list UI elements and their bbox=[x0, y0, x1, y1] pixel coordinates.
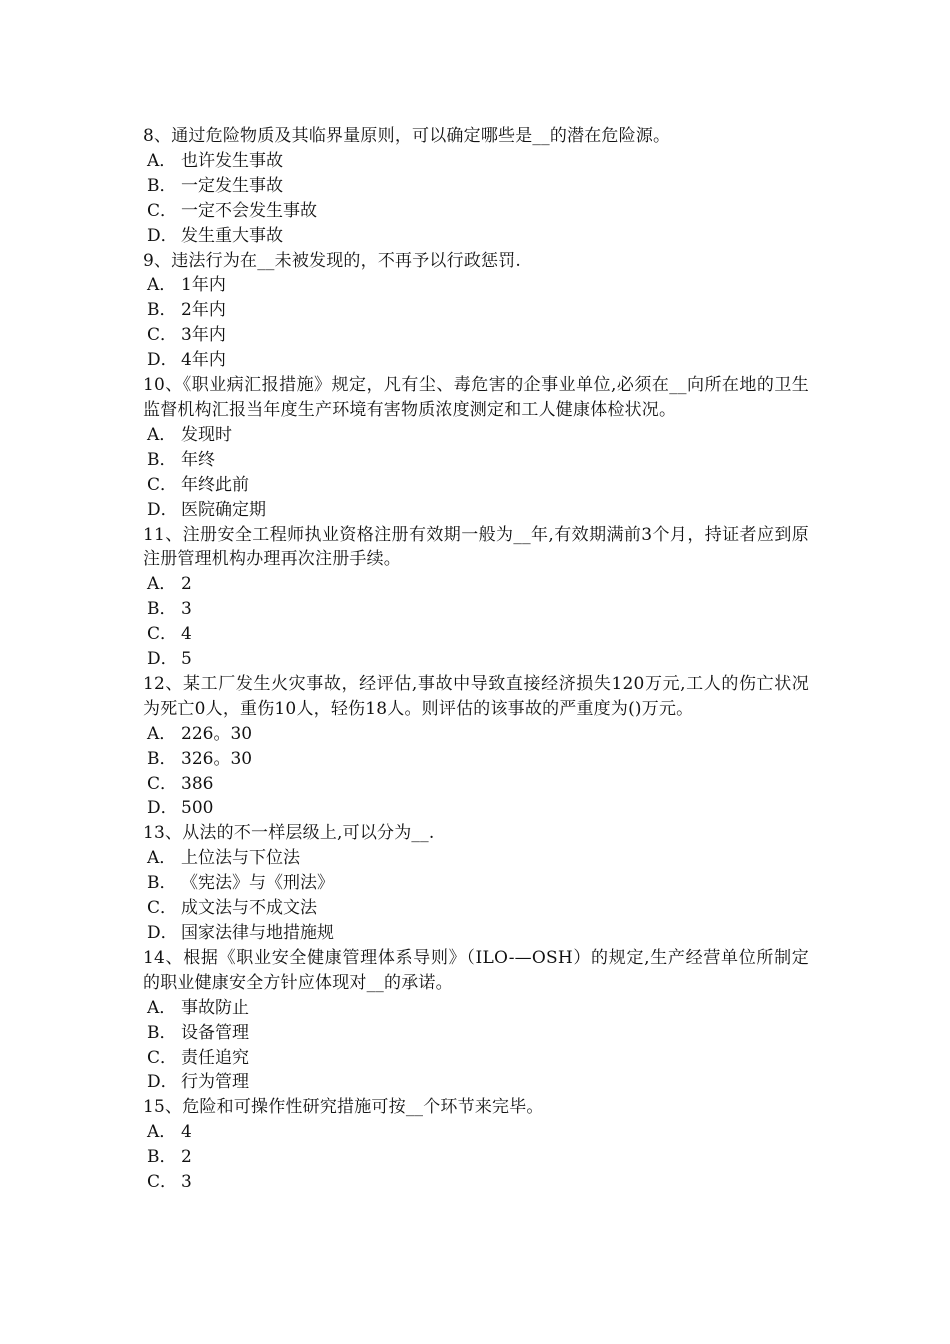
option-d: D． 500 bbox=[147, 798, 214, 819]
option-c: C． 4 bbox=[147, 624, 192, 645]
option-a: A． 2 bbox=[147, 574, 192, 595]
question-block-14 bbox=[143, 946, 809, 1095]
question-block-15 bbox=[143, 1095, 809, 1195]
question-block-12 bbox=[143, 672, 809, 821]
option-c: C． 3 bbox=[147, 1172, 192, 1193]
question-text: 15、危险和可操作性研究措施可按__个环节来完毕。 bbox=[143, 1097, 544, 1118]
option-b: B． 年终 bbox=[147, 449, 215, 470]
option-d: D． 发生重大事故 bbox=[147, 225, 283, 246]
option-a: A． 1年内 bbox=[147, 275, 226, 296]
option-a: A． 226。30 bbox=[147, 723, 253, 744]
option-d: D． 5 bbox=[147, 649, 192, 670]
question-text: 13、从法的不一样层级上,可以分为__. bbox=[143, 823, 435, 844]
question-text: 9、违法行为在__未被发现的，不再予以行政惩罚. bbox=[143, 250, 522, 271]
question-text: 10、《职业病汇报措施》规定，凡有尘、毒危害的企事业单位,必须在__向所在地的卫生监督机构汇报当年度生产环境有害物质浓度测定和工人健康体检状况。 bbox=[143, 375, 809, 420]
option-b: B． 2 bbox=[147, 1147, 192, 1168]
document-page bbox=[143, 124, 809, 1195]
option-b: B． 《宪法》与《刑法》 bbox=[147, 873, 334, 894]
option-b: B． 326。30 bbox=[147, 748, 253, 769]
option-a: A． 4 bbox=[147, 1122, 192, 1143]
option-d: D． 4年内 bbox=[147, 350, 226, 371]
option-c: C． 386 bbox=[147, 773, 214, 794]
option-a: A． 发现时 bbox=[147, 424, 232, 445]
option-c: C． 成文法与不成文法 bbox=[147, 898, 317, 919]
option-a: A． 也许发生事故 bbox=[147, 150, 283, 171]
option-d: D． 医院确定期 bbox=[147, 499, 266, 520]
option-c: C． 责任追究 bbox=[147, 1047, 249, 1068]
option-c: C． 年终此前 bbox=[147, 474, 249, 495]
question-block-11 bbox=[143, 523, 809, 672]
option-d: D． 国家法律与地措施规 bbox=[147, 923, 334, 943]
option-d: D． 行为管理 bbox=[147, 1072, 249, 1093]
question-block-8 bbox=[143, 124, 809, 249]
question-text: 8、通过危险物质及其临界量原则，可以确定哪些是__的潜在危险源。 bbox=[143, 126, 671, 146]
question-block-10 bbox=[143, 373, 809, 522]
option-b: B． 一定发生事故 bbox=[147, 175, 283, 196]
option-c: C． 一定不会发生事故 bbox=[147, 200, 317, 221]
option-c: C． 3年内 bbox=[147, 325, 226, 346]
option-b: B． 2年内 bbox=[147, 300, 226, 321]
question-text: 12、某工厂发生火灾事故，经评估,事故中导致直接经济损失120万元,工人的伤亡状况为死亡0人，重伤10人，轻伤18人。则评估的该事故的严重度为()万元。 bbox=[143, 673, 809, 719]
option-a: A． 上位法与下位法 bbox=[147, 848, 300, 869]
option-b: B． 3 bbox=[147, 599, 192, 620]
option-b: B． 设备管理 bbox=[147, 1022, 249, 1043]
option-a: A． 事故防止 bbox=[147, 997, 249, 1018]
question-block-13 bbox=[143, 821, 809, 946]
question-block-9 bbox=[143, 249, 809, 374]
question-text: 11、注册安全工程师执业资格注册有效期一般为__年,有效期满前3个月，持证者应到原注册管理机构办理再次注册手续。 bbox=[143, 524, 809, 570]
question-text: 14、根据《职业安全健康管理体系导则》（ILO-—OSH）的规定,生产经营单位所制定的职业健康安全方针应体现对__的承诺。 bbox=[143, 947, 809, 993]
